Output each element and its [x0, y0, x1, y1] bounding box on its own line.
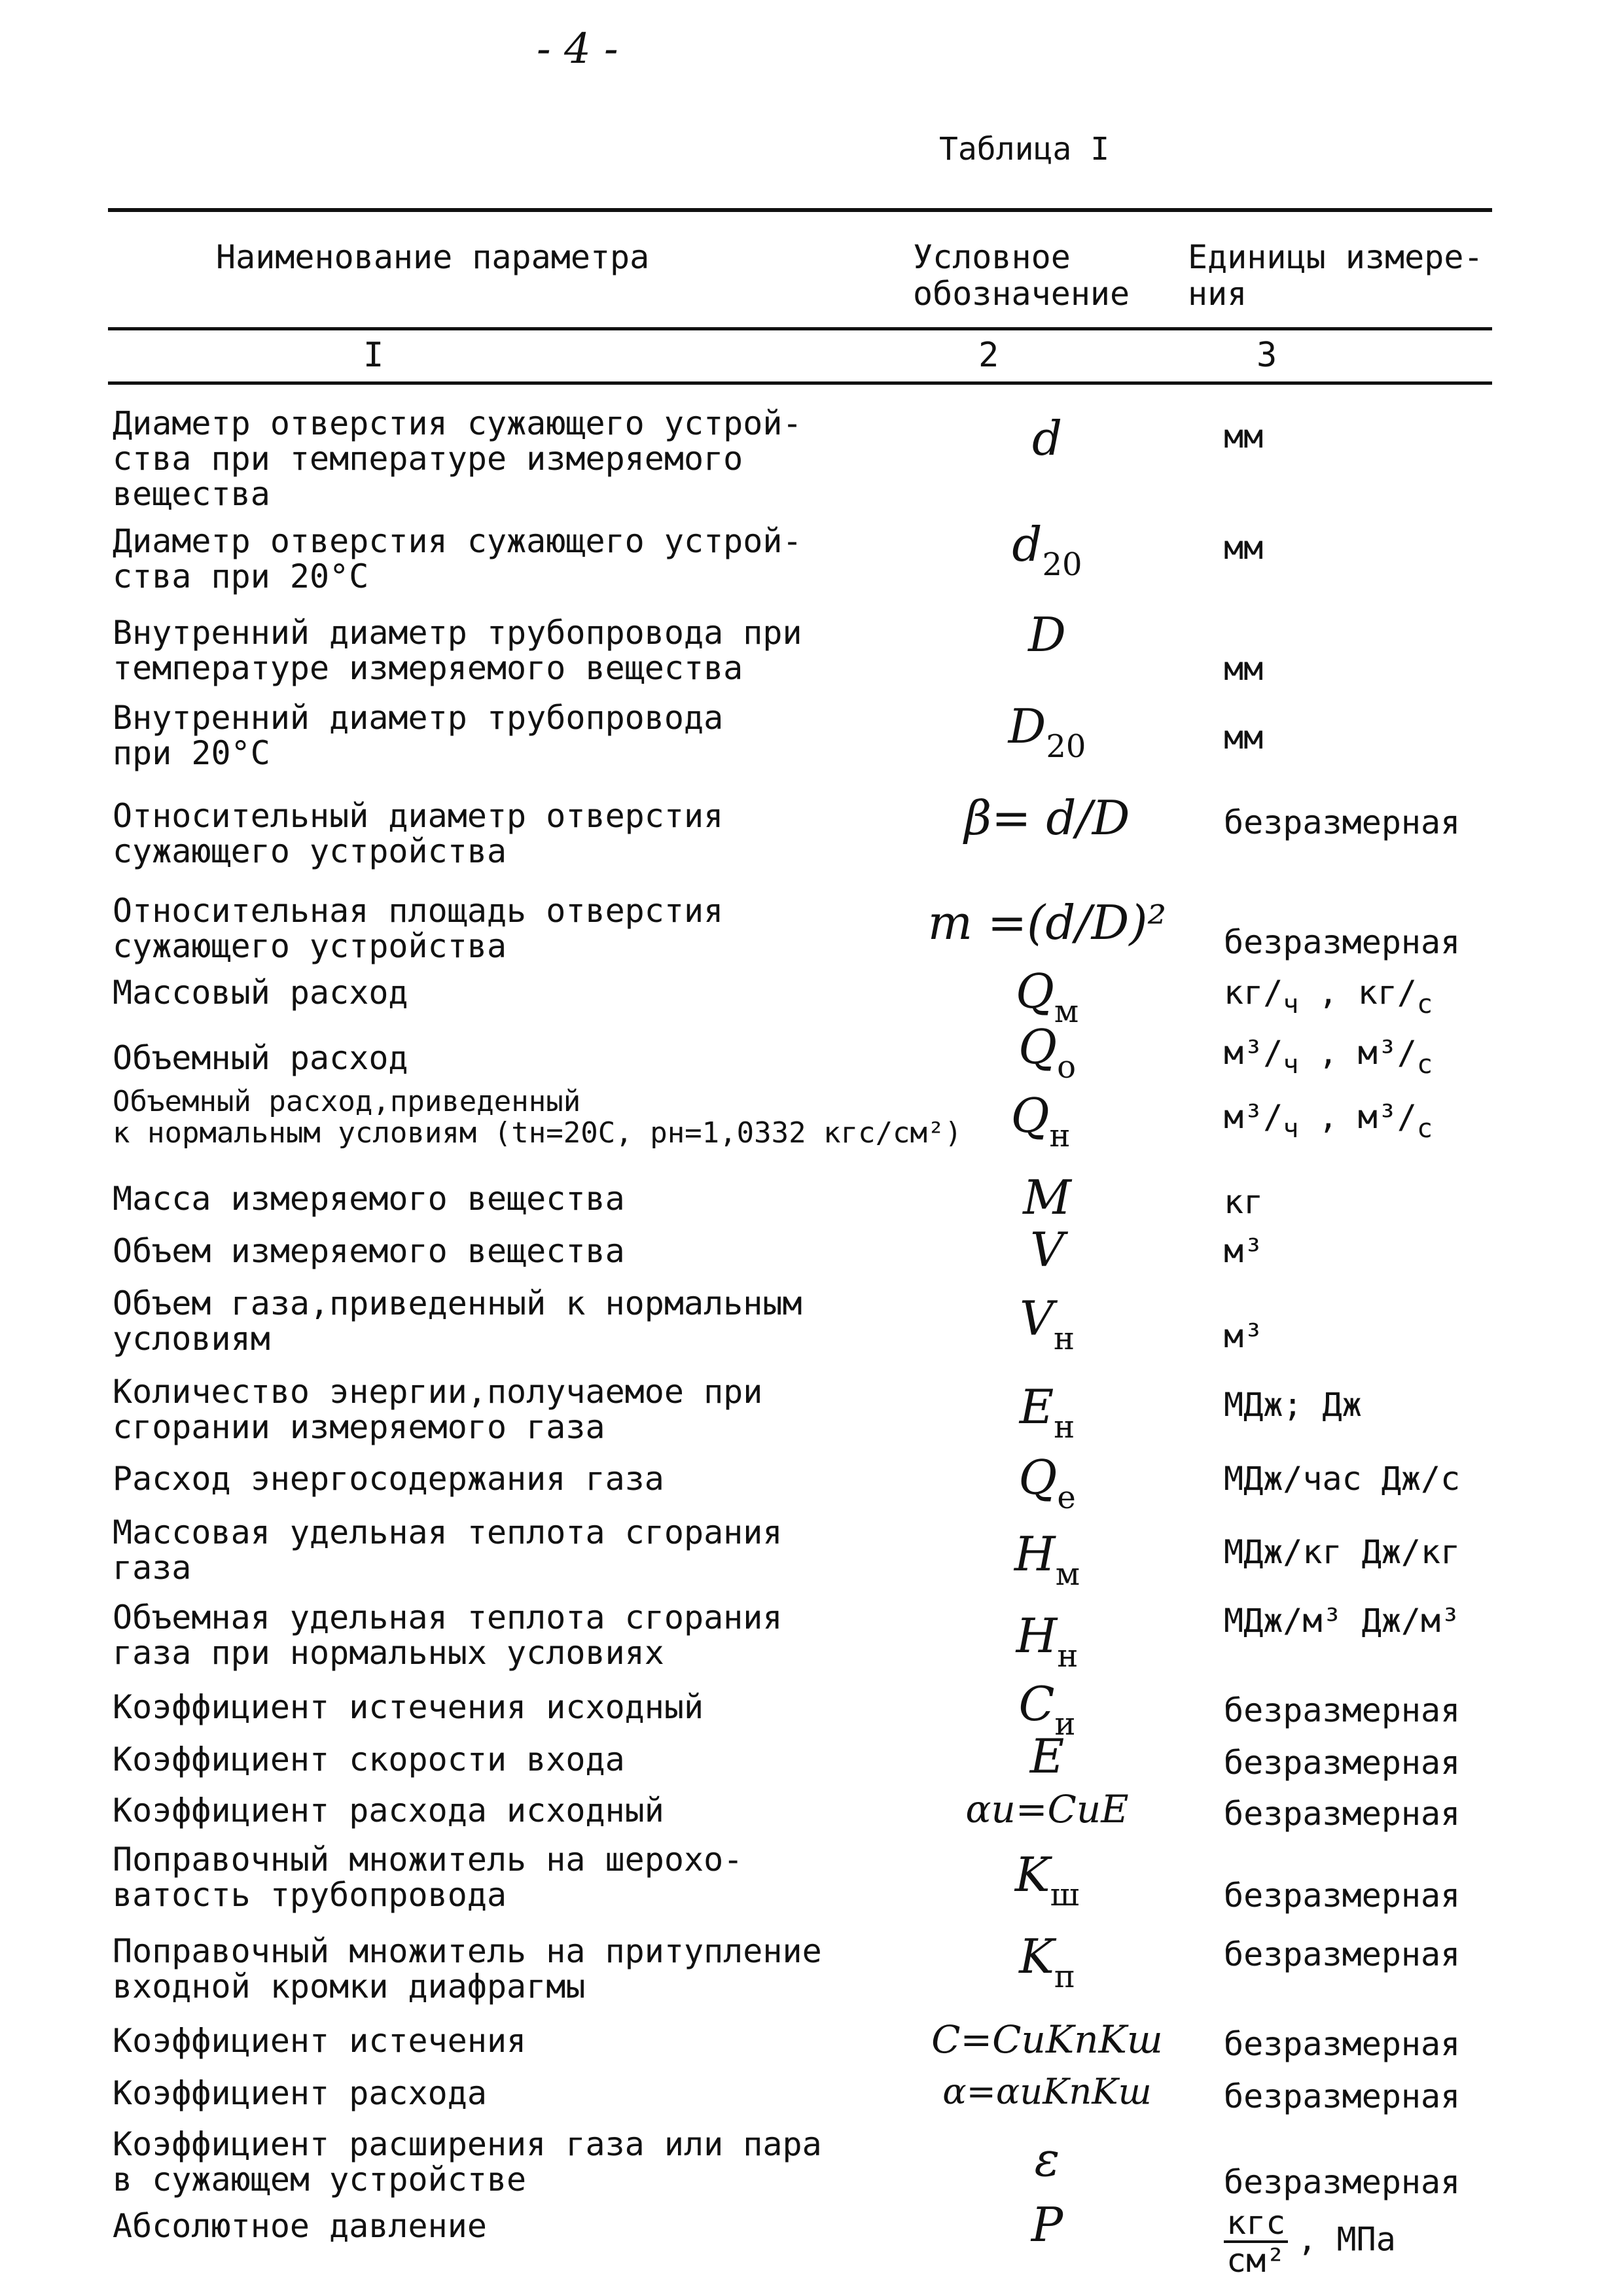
parameter-symbol: $d_{20}$	[1012, 517, 1082, 583]
parameter-name: Диаметр отверстия сужающего устрой- ства при 20°С	[113, 522, 802, 595]
parameter-symbol: ε	[1034, 2132, 1060, 2187]
parameter-symbol: m =(d/D)²	[927, 895, 1167, 950]
parameter-name: Поправочный множитель на притупление входной кромки диафрагмы	[113, 1932, 822, 2005]
column-number-3: 3	[1257, 336, 1277, 375]
parameter-name: Масса измеряемого вещества	[113, 1180, 625, 1218]
parameter-name: Коэффициент расхода	[113, 2074, 487, 2112]
parameter-unit: МДж; Дж	[1224, 1386, 1362, 1424]
parameter-symbol: $H_н$	[1016, 1608, 1079, 1674]
parameter-symbol: α=αиKпKш	[942, 2071, 1152, 2112]
parameter-name: Массовая удельная теплота сгорания газа	[113, 1513, 783, 1587]
parameter-name: Объем измеряемого вещества	[113, 1232, 625, 1270]
page-number: - 4 -	[537, 25, 618, 73]
parameter-name: Диаметр отверстия сужающего устрой- ства при температуре измеряемого вещества	[113, 404, 802, 513]
parameter-name: Расход энергосодержания газа	[113, 1460, 664, 1498]
parameter-unit: безразмерная	[1224, 2077, 1461, 2115]
parameter-symbol: $K_п$	[1019, 1929, 1075, 1995]
parameter-symbol: $Q_н$	[1010, 1088, 1071, 1154]
parameter-symbol: D	[1028, 607, 1066, 662]
parameter-symbol: $Q_о$	[1018, 1019, 1076, 1086]
table-top-rule	[108, 208, 1492, 212]
parameter-symbol: αи=CиE	[965, 1787, 1129, 1831]
parameter-unit: мм	[1224, 417, 1264, 455]
parameter-unit: $кг/_ч$ , $кг/_с$	[1224, 974, 1433, 1019]
parameter-unit: безразмерная	[1224, 2163, 1461, 2201]
parameter-symbol: $D_{20}$	[1008, 699, 1086, 765]
header-rule	[108, 327, 1492, 330]
parameter-symbol: $Q_м$	[1015, 964, 1079, 1030]
parameter-name: Массовый расход	[113, 974, 408, 1012]
column-number-2: 2	[978, 336, 999, 375]
parameter-symbol: E	[1029, 1729, 1065, 1784]
parameter-name: Коэффициент скорости входа	[113, 1740, 625, 1778]
parameter-unit: мм	[1224, 650, 1264, 688]
parameter-unit: безразмерная	[1224, 1935, 1461, 1973]
parameter-symbol: P	[1031, 2197, 1063, 2252]
parameter-name: Относительный диаметр отверстия сужающего устройства	[113, 797, 724, 870]
parameter-name: Объемный расход,приведенный к нормальным условиям (tн=20С, pн=1,0332 кгс/см²)	[113, 1085, 963, 1150]
parameter-unit: МДж/м³ Дж/м³	[1224, 1602, 1461, 1640]
parameter-name: Поправочный множитель на шерохо- ватость трубопровода	[113, 1841, 743, 1914]
parameter-unit: $\frac{\text{кгс}}{\text{см²}}$ , МПа	[1224, 2205, 1525, 2278]
column-numbers-rule	[108, 381, 1492, 385]
header-symbol: Условное обозначение	[913, 238, 1130, 313]
parameter-name: Внутренний диаметр трубопровода при температуре измеряемого вещества	[113, 614, 802, 687]
parameter-symbol: C=CиKпKш	[931, 2017, 1163, 2062]
parameter-name: Коэффициент истечения	[113, 2022, 527, 2060]
parameter-name: Абсолютное давление	[113, 2207, 487, 2245]
parameter-symbol: $Q_е$	[1018, 1450, 1076, 1516]
parameter-name: Относительная площадь отверстия сужающего устройства	[113, 892, 724, 965]
parameter-unit: мм	[1224, 718, 1264, 756]
parameter-unit: безразмерная	[1224, 1744, 1461, 1782]
parameter-symbol: d	[1031, 411, 1063, 466]
parameter-name: Объемная удельная теплота сгорания газа при нормальных условиях	[113, 1598, 783, 1672]
parameter-unit: кг	[1224, 1183, 1264, 1221]
parameter-unit: МДж/час Дж/с	[1224, 1460, 1461, 1498]
parameter-unit: безразмерная	[1224, 1691, 1461, 1729]
parameter-symbol: $K_ш$	[1014, 1847, 1080, 1913]
parameter-unit: безразмерная	[1224, 1795, 1461, 1833]
parameter-name: Внутренний диаметр трубопровода при 20°С	[113, 699, 724, 772]
parameter-unit: безразмерная	[1224, 1877, 1461, 1915]
parameter-unit: безразмерная	[1224, 923, 1461, 961]
parameter-symbol: $V_н$	[1020, 1291, 1075, 1357]
parameter-symbol: β= d/D	[964, 790, 1130, 845]
parameter-unit: безразмерная	[1224, 804, 1461, 841]
parameter-unit: мм	[1224, 529, 1264, 567]
parameter-name: Коэффициент расхода исходный	[113, 1792, 664, 1829]
parameter-name: Объемный расход	[113, 1039, 408, 1077]
parameter-name: Коэффициент расширения газа или пара в сужающем устройстве	[113, 2125, 822, 2199]
parameter-unit: м³	[1224, 1317, 1264, 1355]
parameter-symbol: V	[1030, 1222, 1064, 1277]
table-title: Таблица I	[939, 131, 1110, 168]
parameter-symbol: M	[1023, 1170, 1071, 1225]
parameter-symbol: $E_н$	[1019, 1379, 1075, 1445]
unit-fraction: $\frac{\text{кгс}}{\text{см²}}$	[1224, 2205, 1288, 2278]
parameter-unit: МДж/кг Дж/кг	[1224, 1533, 1461, 1571]
parameter-name: Количество энергии,получаемое при сгорании измеряемого газа	[113, 1373, 763, 1446]
column-number-1: I	[363, 336, 384, 375]
header-units: Единицы измере- ния	[1188, 238, 1484, 313]
parameter-unit: $м^3/_ч$ , $м^3/_с$	[1224, 1034, 1433, 1080]
parameter-symbol: $H_м$	[1014, 1527, 1080, 1593]
header-parameter-name: Наименование параметра	[216, 238, 650, 276]
parameter-name: Объем газа,приведенный к нормальным условиям	[113, 1284, 802, 1358]
parameter-name: Коэффициент истечения исходный	[113, 1688, 704, 1726]
parameter-unit: $м^3/_ч$ , $м^3/_с$	[1224, 1098, 1433, 1144]
parameter-unit: безразмерная	[1224, 2025, 1461, 2063]
parameter-symbol: $C_и$	[1018, 1676, 1076, 1742]
parameter-unit: м³	[1224, 1232, 1264, 1270]
